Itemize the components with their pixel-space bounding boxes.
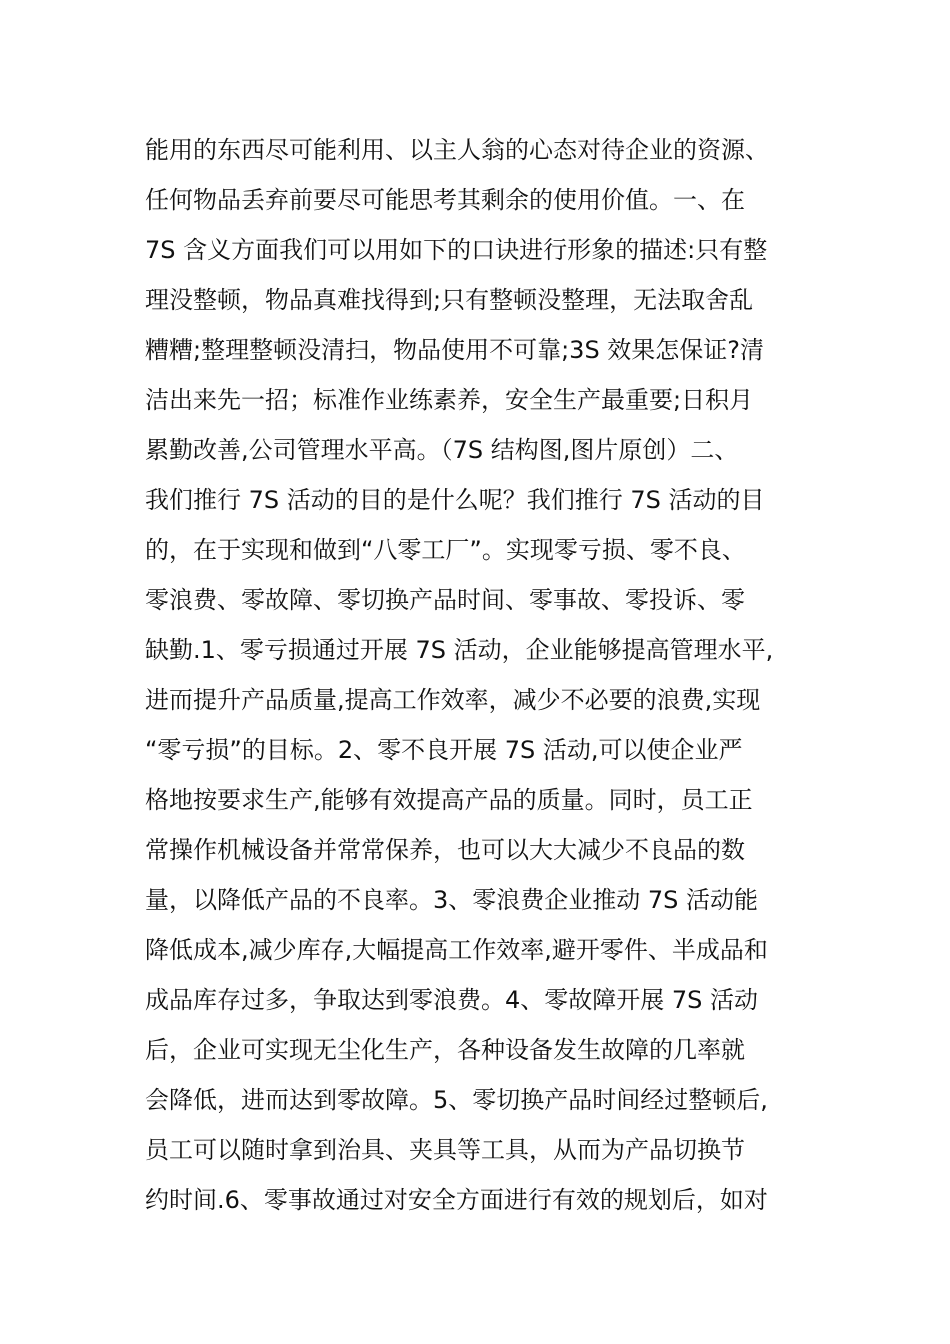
text-line-1: 能用的东西尽可能利用、以主人翁的心态对待企业的资源、 xyxy=(145,136,769,164)
text-line-17: 降低成本,减少库存,大幅提高工作效率,避开零件、半成品和 xyxy=(145,936,768,964)
text-line-14: 格地按要求生产,能够有效提高产品的质量。同时，员工正 xyxy=(145,786,753,814)
text-line-16: 量，以降低产品的不良率。3、零浪费企业推动 7S 活动能 xyxy=(145,886,759,914)
text-line-7: 累勤改善,公司管理水平高。（7S 结构图,图片原创）二、 xyxy=(145,436,739,464)
text-line-18: 成品库存过多，争取达到零浪费。4、零故障开展 7S 活动 xyxy=(145,986,759,1014)
text-line-2: 任何物品丢弃前要尽可能思考其剩余的使用价值。一、在 xyxy=(145,186,745,214)
text-line-13: “零亏损”的目标。2、零不良开展 7S 活动,可以使企业严 xyxy=(145,736,743,764)
text-line-9: 的，在于实现和做到“八零工厂”。实现零亏损、零不良、 xyxy=(145,536,746,564)
text-line-11: 缺勤.1、零亏损通过开展 7S 活动，企业能够提高管理水平, xyxy=(145,636,774,664)
text-line-15: 常操作机械设备并常常保养，也可以大大减少不良品的数 xyxy=(145,836,745,864)
text-line-8: 我们推行 7S 活动的目的是什么呢？我们推行 7S 活动的目 xyxy=(145,486,765,514)
text-line-5: 糟糟;整理整顿没清扫，物品使用不可靠;3S 效果怎保证?清 xyxy=(145,336,765,364)
text-line-21: 员工可以随时拿到治具、夹具等工具，从而为产品切换节 xyxy=(145,1136,745,1164)
text-line-12: 进而提升产品质量,提高工作效率，减少不必要的浪费,实现 xyxy=(145,686,761,714)
text-line-3: 7S 含义方面我们可以用如下的口诀进行形象的描述:只有整 xyxy=(145,236,768,264)
text-line-22: 约时间.6、零事故通过对安全方面进行有效的规划后，如对 xyxy=(145,1186,768,1214)
text-line-4: 理没整顿，物品真难找得到;只有整顿没整理，无法取舍乱 xyxy=(145,286,754,314)
body-text xyxy=(145,125,825,1225)
text-line-19: 后，企业可实现无尘化生产，各种设备发生故障的几率就 xyxy=(145,1036,745,1064)
text-line-6: 洁出来先一招；标准作业练素养，安全生产最重要;日积月 xyxy=(145,386,754,414)
text-line-10: 零浪费、零故障、零切换产品时间、零事故、零投诉、零 xyxy=(145,586,745,614)
text-line-20: 会降低，进而达到零故障。5、零切换产品时间经过整顿后, xyxy=(145,1086,768,1114)
